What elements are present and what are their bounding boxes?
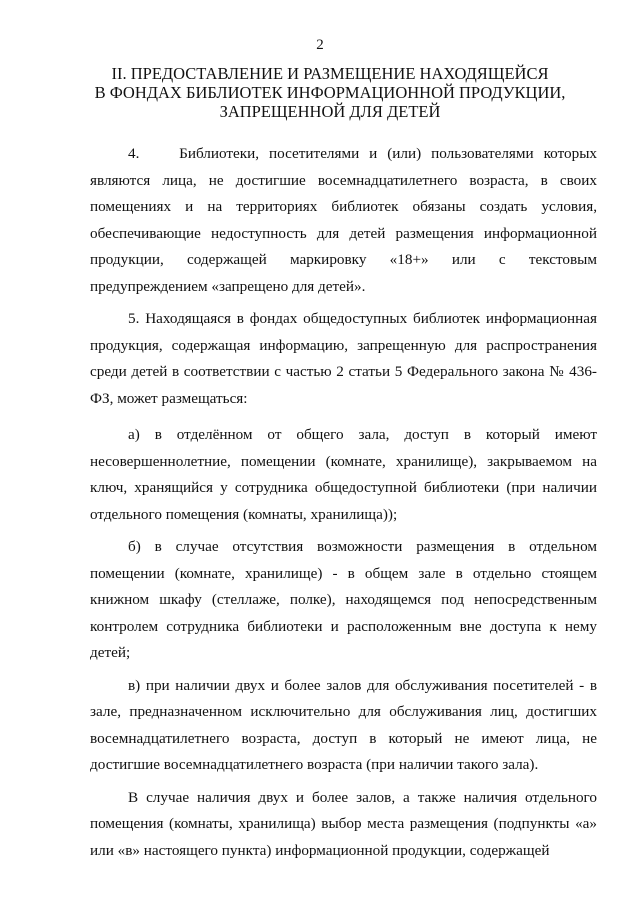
- subparagraph-b: б) в случае отсутствия возможности размещения в отдельном помещении (комнате, хранилище) - в общем зале в отдельно стоящем книжном шкафу (стеллаже, полке), находящемся под непосредственным контролем сотрудника библиотеки и расположенным вне доступа к нему детей;: [90, 538, 597, 661]
- heading-line-2: В ФОНДАХ БИБЛИОТЕК ИНФОРМАЦИОННОЙ ПРОДУКЦИИ,: [94, 83, 566, 102]
- document-body: [90, 141, 597, 864]
- page-number: 2: [316, 37, 324, 53]
- heading-line-1: II. ПРЕДОСТАВЛЕНИЕ И РАЗМЕЩЕНИЕ НАХОДЯЩЕЙСЯ: [111, 64, 549, 83]
- paragraph-5: 5. Находящаяся в фондах общедоступных библиотек информационная продукция, содержащая информацию, запрещенную для распространения среди детей в соответствии с частью 2 статьи 5 Федерального закона № 436-ФЗ, может размещаться:: [90, 310, 597, 407]
- subparagraph-a: а) в отделённом от общего зала, доступ в который имеют несовершеннолетние, помещении (комнате, хранилище), закрываемом на ключ, хранящийся у сотрудника общедоступной библиотеки (при наличии отдельного помещения (комнаты, хранилища));: [90, 426, 597, 523]
- heading-line-3: ЗАПРЕЩЕННОЙ ДЛЯ ДЕТЕЙ: [219, 102, 441, 121]
- subparagraph-v: в) при наличии двух и более залов для обслуживания посетителей - в зале, предназначенном исключительно для обслуживания лиц, достигших восемнадцатилетнего возраста, доступ в который не имеют лица, не достигшие восемнадцатилетнего возраста (при наличии такого зала).: [90, 676, 597, 773]
- section-heading: [60, 64, 600, 121]
- paragraph-closing: В случае наличия двух и более залов, а также наличия отдельного помещения (комнаты, хранилища) выбор места размещения (подпункты «а» или «в» настоящего пункта) информационной продукции, содержащей: [90, 788, 597, 859]
- paragraph-4: 4. Библиотеки, посетителями и (или) пользователями которых являются лица, не достигшие восемнадцатилетнего возраста, в своих помещениях и на территориях библиотек обязаны создать условия, обеспечивающие недоступность для детей размещения информационной продукции, содержащей маркировку «18+» или с текстовым предупреждением «запрещено для детей».: [90, 145, 597, 295]
